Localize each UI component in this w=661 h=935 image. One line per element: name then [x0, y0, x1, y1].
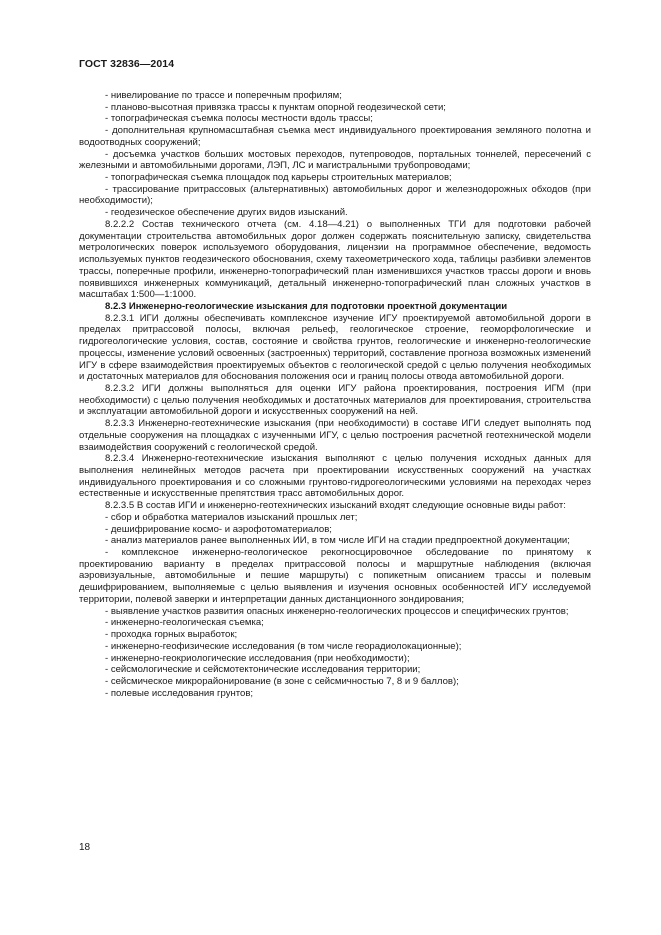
paragraph: - топографическая съемка полосы местности вдоль трассы;	[105, 113, 373, 125]
page-number: 18	[79, 842, 91, 853]
paragraph: 8.2.3.3 Инженерно-геотехнические изыскания (при необходимости) в составе ИГИ следует выполнять под отдельные сооружения на площадках с изученными ИГУ, с целью построения расчетной геотехнической модели взаимодействия сооружений с геологической средой.	[79, 418, 591, 453]
document-header: ГОСТ 32836—2014	[79, 58, 175, 70]
paragraph: 8.2.3.2 ИГИ должны выполняться для оценки ИГУ района проектирования, построения ИГМ (при необходимости) с целью получения необходимых и достаточных материалов для проектирования, строительства и эксплуатации автомобильной дороги и искусственных сооружений на ней.	[79, 382, 591, 418]
paragraph: 8.2.2.2 Состав технического отчета (см. 4.18—4.21) о выполненных ТГИ для подготовки рабочей документации строительства автомобильных дорог должен содержать пояснительную записку, свидетельства метрологических поверок используемого оборудования, лицензии на программное обеспечение, ведомость используемых пунктов геодезического обоснования, схему тахеометрического хода, таблицы разбивки элементов трассы, поперечные профили, инженерно-топографический план изменившихся участков трассы дороги и вновь появившихся инженерных коммуникаций, детальный инженерно-топографический план сложных участков в масштабах 1:500—1:1000.	[79, 218, 591, 301]
paragraph: - комплексное инженерно-геологическое рекогносцировочное обследование по принятому к проектированию варианту в пределах притрассовой полосы и маршрутные наблюдения (включая аэровизуальные, автомобильные и пешие маршруты) с попикетным описанием трассы и полевым дешифрированием, выполняемые с целью выявления и изучения основных особенностей ИГУ исследуемой территории, полевой заверки и интерпретации данных дистанционного зондирования;	[79, 547, 591, 605]
paragraph: - трассирование притрассовых (альтернативных) автомобильных дорог и железнодорожных обходов (при необходимости);	[79, 183, 591, 207]
paragraph: - нивелирование по трассе и поперечным профилям;	[105, 90, 342, 101]
paragraph: - анализ материалов ранее выполненных ИИ, в том числе ИГИ на стадии предпроектной документации;	[105, 535, 570, 547]
paragraph: - сейсмическое микрорайонирование (в зоне с сейсмичностью 7, 8 и 9 баллов);	[105, 675, 459, 687]
paragraph: - сейсмологические и сейсмотектонические исследования территории;	[105, 664, 421, 676]
paragraph: - топографическая съемка площадок под карьеры строительных материалов;	[105, 172, 452, 184]
paragraph: - инженерно-геокриологические исследования (при необходимости);	[105, 652, 410, 664]
paragraph: - дешифрирование космо- и аэрофотоматериалов;	[105, 523, 332, 535]
section-heading: 8.2.3 Инженерно-геологические изыскания для подготовки проектной документации	[105, 300, 508, 312]
paragraph: - дополнительная крупномасштабная съемка мест индивидуального проектирования земляного полотна и водоотводных сооружений;	[79, 125, 591, 148]
paragraph: - планово-высотная привязка трассы к пунктам опорной геодезической сети;	[105, 101, 446, 113]
paragraph: 8.2.3.5 В состав ИГИ и инженерно-геотехнических изысканий входят следующие основные виды работ:	[105, 500, 566, 512]
paragraph: - проходка горных выработок;	[105, 629, 238, 641]
paragraph: - выявление участков развития опасных инженерно-геологических процессов и специфических грунтов;	[105, 605, 569, 617]
paragraph: 8.2.3.4 Инженерно-геотехнические изыскания выполняют с целью получения исходных данных для выполнения нелинейных методов расчета при проектировании искусственных сооружений на участках индивидуального проектирования и со сложными грунтово-гидрогеологическими условиями на переходах через естественные и искусственные препятствия трасс автомобильных дорог.	[79, 453, 591, 500]
document-body	[79, 90, 591, 699]
paragraph: - полевые исследования грунтов;	[105, 687, 254, 699]
paragraph: 8.2.3.1 ИГИ должны обеспечивать комплексное изучение ИГУ проектируемой автомобильной дороги в пределах притрассовой полосы, включая рельеф, геологическое строение, геоморфологические и гидрогеологические условия, состав, состояние и свойства грунтов, геологические и инженерно-геологические процессы, изменение условий освоенных (застроенных) территорий, составление прогноза возможных изменений ИГУ в сфере взаимодействия проектируемых объектов с геологической средой с целью получения необходимых и достаточных материалов для обоснования положения оси и границ полосы отвода автомобильной дороги.	[79, 312, 591, 383]
paragraph: - геодезическое обеспечение других видов изысканий.	[105, 207, 348, 219]
paragraph: - сбор и обработка материалов изысканий прошлых лет;	[105, 511, 358, 523]
paragraph: - досъемка участков больших мостовых переходов, путепроводов, портальных тоннелей, пересечений с железными и автомобильными дорогами, ЛЭП, ЛС и магистральными трубопроводами;	[79, 148, 591, 172]
paragraph: - инженерно-геофизические исследования (в том числе георадиолокационные);	[105, 640, 462, 652]
paragraph: - инженерно-геологическая съемка;	[105, 617, 264, 629]
